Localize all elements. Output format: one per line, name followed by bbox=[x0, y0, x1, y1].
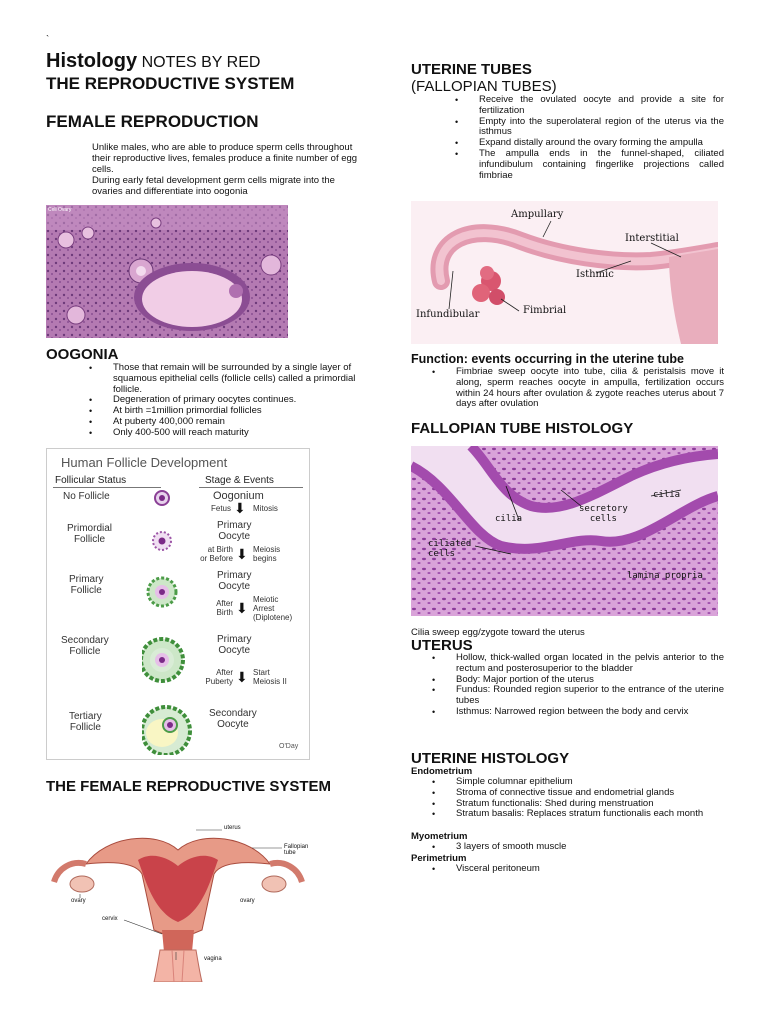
arrow-left-fetus: Fetus bbox=[210, 504, 231, 513]
list-item: • Empty into the superolateral region of the uterus via the isthmus bbox=[479, 117, 724, 139]
arrow-right-meiosis: Meiosis begins bbox=[253, 545, 281, 563]
list-item: • Those that remain will be surrounded by a single layer of squamous epithelial cells (follicle cells) called a primordial follicle. bbox=[113, 363, 358, 395]
stage-primary-oocyte-3: Primary Oocyte bbox=[217, 634, 252, 656]
page-title bbox=[46, 50, 260, 73]
function-list bbox=[456, 367, 724, 410]
label-ovary-left: ovary bbox=[71, 898, 86, 904]
figure-credit: O'Day bbox=[279, 743, 299, 750]
arrow-right-mitosis: Mitosis bbox=[253, 504, 278, 513]
label-secretory-cells: secretory cells bbox=[579, 504, 628, 524]
female-para-2: During early fetal development germ cells migrate into the ovaries and differentiate into oogonia bbox=[92, 175, 335, 197]
title-notes: NOTES BY RED bbox=[137, 54, 261, 71]
arrow-left-puberty: After Puberty bbox=[205, 668, 233, 686]
uterus-list bbox=[456, 653, 724, 718]
micrograph-tag: Cell Ovary bbox=[48, 207, 72, 213]
tube-regions-illustration bbox=[411, 201, 718, 344]
header-rule-right bbox=[199, 487, 303, 488]
perimetrium-label: Perimetrium bbox=[411, 853, 467, 864]
list-item: • Hollow, thick-walled organ located in the pelvis anterior to the rectum and posterosuperior to the bladder bbox=[456, 653, 724, 675]
label-ovary-right: ovary bbox=[240, 898, 255, 904]
female-para-1: Unlike males, who are able to produce sperm cells throughout their reproductive lives, females produce a finite number of egg cells. bbox=[92, 142, 358, 175]
stage-events-header: Stage & Events bbox=[205, 475, 274, 486]
tubes-list bbox=[479, 95, 724, 181]
label-fallopian-tube: Fallopian tube bbox=[284, 844, 309, 856]
label-ampullary: Ampullary bbox=[511, 209, 564, 220]
label-cilia-1: cilia bbox=[495, 514, 523, 524]
uterus-heading: UTERUS bbox=[411, 637, 473, 654]
female-reproductive-illustration bbox=[46, 822, 310, 982]
label-vagina: vagina bbox=[204, 956, 222, 962]
list-item: • Expand distally around the ovary forming the ampulla bbox=[479, 138, 724, 149]
status-secondary: Secondary Follicle bbox=[61, 635, 109, 657]
label-fimbrial: Fimbrial bbox=[523, 305, 567, 316]
oogonia-heading: OOGONIA bbox=[46, 346, 119, 363]
list-item: • Stroma of connective tissue and endometrial glands bbox=[456, 788, 724, 799]
fallopian-tubes-subheading: (FALLOPIAN TUBES) bbox=[411, 78, 557, 95]
female-system-heading: THE FEMALE REPRODUCTIVE SYSTEM bbox=[46, 778, 332, 795]
follicle-figure-title: Human Follicle Development bbox=[61, 455, 228, 470]
down-arrow-icon: ⬇ bbox=[236, 546, 248, 562]
down-arrow-icon: ⬇ bbox=[234, 500, 246, 516]
list-item: • Isthmus: Narrowed region between the body and cervix bbox=[456, 707, 724, 718]
ovary-micrograph bbox=[46, 205, 288, 338]
myometrium-list bbox=[456, 842, 724, 853]
stage-primary-oocyte-2: Primary Oocyte bbox=[217, 570, 252, 592]
list-item: • Fundus: Rounded region superior to the entrance of the uterine tubes bbox=[456, 685, 724, 707]
arrow-left-birth: at Birth or Before bbox=[200, 545, 233, 563]
page-subtitle: THE REPRODUCTIVE SYSTEM bbox=[46, 74, 295, 93]
follicle-drawings bbox=[142, 485, 202, 755]
label-uterus: uterus bbox=[224, 825, 241, 831]
tube-histology-micrograph bbox=[411, 446, 718, 616]
oogonia-list bbox=[113, 363, 358, 439]
label-infundibular: Infundibular bbox=[416, 309, 480, 320]
status-primordial: Primordial Follicle bbox=[67, 523, 113, 545]
list-item: • Body: Major portion of the uterus bbox=[456, 675, 724, 686]
endometrium-list bbox=[456, 777, 724, 820]
female-intro bbox=[92, 142, 358, 197]
uterine-histology-heading: UTERINE HISTOLOGY bbox=[411, 750, 570, 767]
list-item: • Only 400-500 will reach maturity bbox=[113, 428, 358, 439]
down-arrow-icon: ⬇ bbox=[236, 600, 248, 616]
list-item: • Stratum functionalis: Shed during menstruation bbox=[456, 799, 724, 810]
label-cilia-2: cilia bbox=[653, 490, 681, 500]
list-item: • At puberty 400,000 remain bbox=[113, 417, 358, 428]
title-histology: Histology bbox=[46, 50, 138, 72]
follicular-status-header: Follicular Status bbox=[55, 475, 127, 486]
list-item: • Receive the ovulated oocyte and provide a site for fertilization bbox=[479, 95, 724, 117]
status-primary: Primary Follicle bbox=[69, 574, 104, 596]
arrow-right-meiosis2: Start Meiosis II bbox=[253, 668, 287, 686]
stage-secondary-oocyte: Secondary Oocyte bbox=[209, 708, 257, 730]
follicle-development-figure bbox=[46, 448, 310, 760]
list-item: • The ampulla ends in the funnel-shaped, ciliated infundibulum containing fingerlike projections called fimbriae bbox=[479, 149, 724, 181]
stage-primary-oocyte-1: Primary Oocyte bbox=[217, 520, 252, 542]
status-no-follicle: No Follicle bbox=[63, 491, 110, 502]
arrow-left-after-birth: After Birth bbox=[216, 599, 233, 617]
list-item: • Simple columnar epithelium bbox=[456, 777, 724, 788]
list-item: • Fimbriae sweep oocyte into tube, cilia & peristalsis move it along, sperm reaches oocyte in ampulla, fertilization occurs within 24 hours after ovulation & zygote reaches uterus about 7 days after ovulation bbox=[456, 367, 724, 410]
list-item: • At birth =1million primordial follicles bbox=[113, 406, 358, 417]
status-tertiary: Tertiary Follicle bbox=[69, 711, 102, 733]
function-heading: Function: events occurring in the uterine tube bbox=[411, 352, 684, 366]
tube-histology-heading: FALLOPIAN TUBE HISTOLOGY bbox=[411, 420, 634, 437]
arrow-right-arrest: Meiotic Arrest (Diplotene) bbox=[253, 595, 293, 622]
label-isthmic: Isthmic bbox=[576, 269, 614, 280]
label-cervix: cervix bbox=[102, 916, 118, 922]
list-item: • Degeneration of primary oocytes continues. bbox=[113, 395, 358, 406]
down-arrow-icon: ⬇ bbox=[236, 669, 248, 685]
label-interstitial: Interstitial bbox=[625, 233, 679, 244]
uterine-tubes-heading: UTERINE TUBES bbox=[411, 61, 532, 78]
stray-tick: ` bbox=[46, 34, 50, 45]
myometrium-label: Myometrium bbox=[411, 831, 468, 842]
endometrium-label: Endometrium bbox=[411, 766, 473, 777]
list-item: • Visceral peritoneum bbox=[456, 864, 724, 875]
list-item: • Stratum basalis: Replaces stratum functionalis each month bbox=[456, 809, 724, 820]
stage-oogonium: Oogonium bbox=[213, 490, 264, 502]
label-ciliated-cells: ciliated cells bbox=[428, 539, 472, 559]
list-item: • 3 layers of smooth muscle bbox=[456, 842, 724, 853]
label-lamina-propria: lamina propria bbox=[627, 571, 703, 581]
cilia-caption: Cilia sweep egg/zygote toward the uterus bbox=[411, 627, 585, 638]
perimetrium-list bbox=[456, 864, 724, 875]
female-heading: FEMALE REPRODUCTION bbox=[46, 112, 259, 131]
